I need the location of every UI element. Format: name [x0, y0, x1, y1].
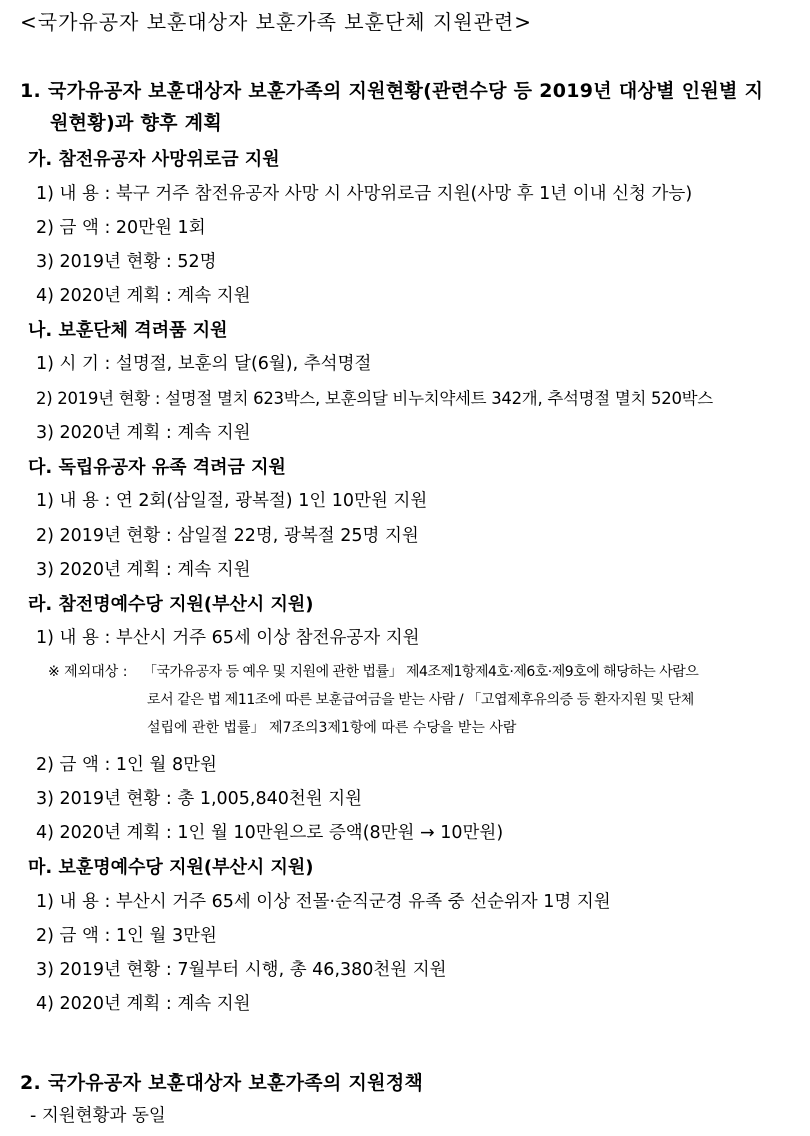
ra-note-line-2: 로서 같은 법 제11조에 따른 보훈급여금을 받는 사람 / 「고엽제후유의증 등 환자지원 및 단체: [147, 692, 694, 708]
ma-item-4: 4) 2020년 계획 : 계속 지원: [36, 994, 251, 1014]
ga-item-1: 1) 내 용 : 북구 거주 참전유공자 사망 시 사망위로금 지원(사망 후 1년 이내 신청 가능): [36, 184, 693, 204]
ra-item-3: 3) 2019년 현황 : 총 1,005,840천원 지원: [36, 789, 363, 809]
na-item-1: 1) 시 기 : 설명절, 보훈의 달(6월), 추석명절: [36, 354, 372, 374]
da-item-2: 2) 2019년 현황 : 삼일절 22명, 광복절 25명 지원: [36, 526, 419, 546]
ma-item-2: 2) 금 액 : 1인 월 3만원: [36, 926, 217, 946]
section-1-heading-line-1: 1. 국가유공자 보훈대상자 보훈가족의 지원현황(관련수당 등 2019년 대상별 인원별 지: [20, 80, 764, 102]
ma-item-1: 1) 내 용 : 부산시 거주 65세 이상 전몰·순직군경 유족 중 선순위자 1명 지원: [36, 892, 611, 912]
ga-item-2: 2) 금 액 : 20만원 1회: [36, 218, 206, 238]
subsection-ga-title: 가. 참전유공자 사망위로금 지원: [28, 149, 280, 170]
ga-item-4: 4) 2020년 계획 : 계속 지원: [36, 286, 251, 306]
da-item-1: 1) 내 용 : 연 2회(삼일절, 광복절) 1인 10만원 지원: [36, 491, 428, 511]
ra-item-2: 2) 금 액 : 1인 월 8만원: [36, 755, 217, 775]
da-item-3: 3) 2020년 계획 : 계속 지원: [36, 560, 251, 580]
na-item-3: 3) 2020년 계획 : 계속 지원: [36, 423, 251, 443]
ga-item-3: 3) 2019년 현황 : 52명: [36, 252, 217, 272]
ra-note-label: ※ 제외대상 :: [48, 664, 128, 680]
subsection-ma-title: 마. 보훈명예수당 지원(부산시 지원): [28, 857, 314, 878]
ra-item-1: 1) 내 용 : 부산시 거주 65세 이상 참전유공자 지원: [36, 628, 420, 648]
ra-note-line-3: 설립에 관한 법률」 제7조의3제1항에 따른 수당을 받는 사람: [147, 720, 517, 736]
na-item-2: 2) 2019년 현황 : 설명절 멸치 623박스, 보훈의달 비누치약세트 342개, 추석명절 멸치 520박스: [36, 389, 713, 408]
subsection-da-title: 다. 독립유공자 유족 격려금 지원: [28, 457, 286, 478]
section-2-item: - 지원현황과 동일: [30, 1106, 166, 1126]
page-title: <국가유공자 보훈대상자 보훈가족 보훈단체 지원관련>: [20, 10, 532, 34]
ra-note-line-1: 「국가유공자 등 예우 및 지원에 관한 법률」 제4조제1항제4호·제6호·제9호에 해당하는 사람으: [143, 664, 699, 680]
subsection-na-title: 나. 보훈단체 격려품 지원: [28, 320, 228, 341]
section-1-heading-line-2: 원현황)과 향후 계획: [50, 112, 223, 134]
ma-item-3: 3) 2019년 현황 : 7월부터 시행, 총 46,380천원 지원: [36, 960, 447, 980]
ra-item-4: 4) 2020년 계획 : 1인 월 10만원으로 증액(8만원 → 10만원): [36, 823, 504, 843]
section-2-heading: 2. 국가유공자 보훈대상자 보훈가족의 지원정책: [20, 1072, 424, 1094]
subsection-ra-title: 라. 참전명예수당 지원(부산시 지원): [28, 594, 314, 615]
